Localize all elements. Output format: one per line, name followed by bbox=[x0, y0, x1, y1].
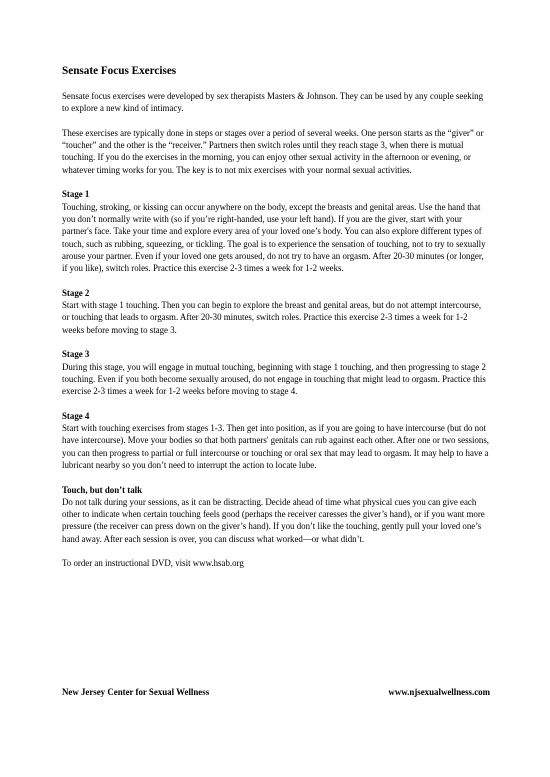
page-footer bbox=[62, 686, 490, 698]
section-body: During this stage, you will engage in mutual touching, beginning with stage 1 touching, and then progressing to stage 2 touching. Even if you both become sexually aroused, do not engage in touching that might lead to orgasm. Practice this exercise 2-3 times a week for 1-2 weeks before moving to stage 4. bbox=[62, 361, 486, 397]
footer-website: www.njsexualwellness.com bbox=[388, 687, 490, 697]
section-heading: Stage 1 bbox=[62, 189, 90, 200]
section-heading: Stage 3 bbox=[62, 349, 90, 360]
intro-paragraph: Sensate focus exercises were developed by sex therapists Masters & Johnson. They can be used by any couple seeking to explore a new kind of intimacy. bbox=[62, 91, 484, 114]
section-heading: Touch, but don’t talk bbox=[62, 484, 143, 495]
section-stage-2 bbox=[62, 287, 490, 336]
intro-paragraph: These exercises are typically done in steps or stages over a period of several weeks. One person starts as the “giver” or “toucher” and the other is the “receiver.” Partners then switch roles until they reach stage 3, when there is mutual touching. If you do the exercises in the morning, you can enjoy other sexual activity in the afternoon or evening, or whatever timing works for you. The key is to not mix exercises with your normal sexual activities. bbox=[62, 127, 484, 175]
footer-organization: New Jersey Center for Sexual Wellness bbox=[62, 687, 210, 697]
section-stage-1 bbox=[62, 188, 490, 274]
document-page bbox=[62, 64, 490, 582]
section-body: Start with stage 1 touching. Then you can begin to explore the breast and genital areas, but do not attempt intercourse, or touching that leads to orgasm. After 20-30 minutes, switch roles. Practice this exercise 2-3 times a week for 1-2 weeks before moving to stage 3. bbox=[62, 300, 482, 335]
section-body: Touching, stroking, or kissing can occur anywhere on the body, except the breasts and genital areas. Use the hand that you don’t normally write with (so if you’re right-handed, use your left hand). If you are the giver, start with your partner's face. Take your time and explore every area of your loved one’s body. You can also explore different types of touch, such as rubbing, squeezing, or tickling. The goal is to experience the sensation of touching, not to try to sexually arouse your partner. Even if your loved one gets aroused, do not try to have an orgasm. After 20-30 minutes (or longer, if you like), switch roles. Practice this exercise 2-3 times a week for 1-2 weeks. bbox=[62, 201, 486, 274]
order-note: To order an instructional DVD, visit www.hsab.org bbox=[62, 558, 244, 569]
section-stage-3 bbox=[62, 348, 490, 397]
section-touch-dont-talk bbox=[62, 484, 490, 545]
section-heading: Stage 4 bbox=[62, 410, 90, 421]
document-title: Sensate Focus Exercises bbox=[62, 65, 177, 77]
section-heading: Stage 2 bbox=[62, 287, 90, 298]
section-body: Start with touching exercises from stages 1-3. Then get into position, as if you are going to have intercourse (but do not have intercourse). Move your bodies so that both partners' genitals can rub against each other. After one or two sessions, you can then progress to partial or full intercourse or touching or oral sex that may lead to orgasm. It may help to have a lubricant nearby so you don’t need to interrupt the action to locate lube. bbox=[62, 423, 489, 470]
section-body: Do not talk during your sessions, as it can be distracting. Decide ahead of time what physical cues you can give each other to indicate when certain touching feels good (perhaps the receiver caresses the giver’s hand), or if you want more pressure (the receiver can press down on the giver’s hand). If you don’t like the touching, gently pull your loved one’s hand away. After each session is over, you can discuss what worked—or what didn’t. bbox=[62, 496, 485, 544]
section-stage-4 bbox=[62, 410, 490, 471]
